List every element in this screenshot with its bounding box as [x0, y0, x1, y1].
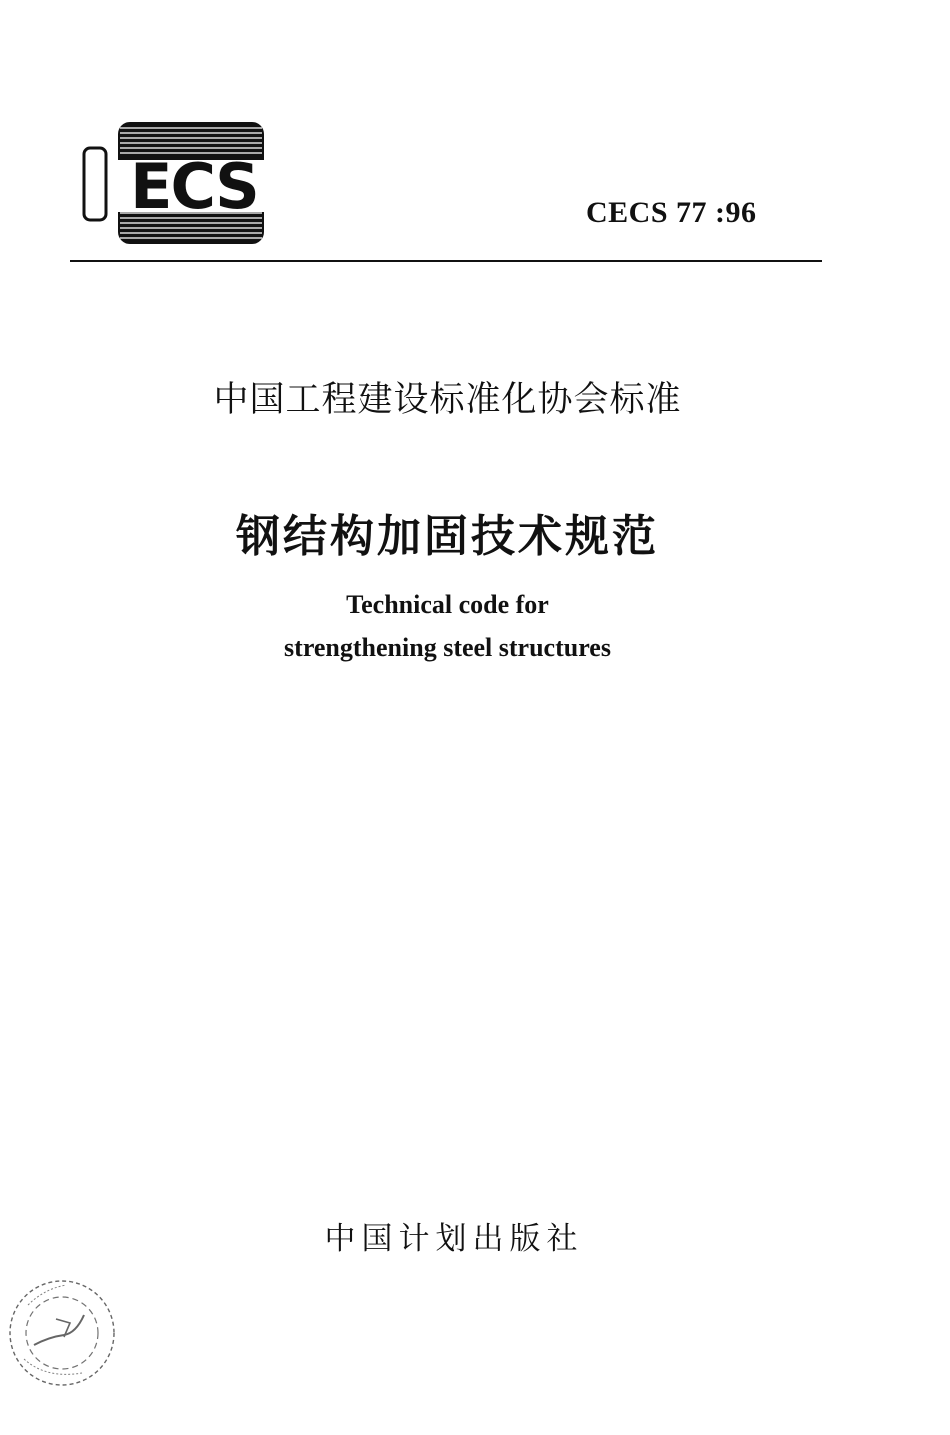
- ecs-logo: [82, 120, 287, 246]
- title-english-line-1: Technical code for: [346, 590, 549, 619]
- header-rule: [70, 260, 822, 262]
- document-title-chinese: 钢结构加固技术规范: [236, 511, 659, 562]
- publisher-name: 中国计划出版社: [324, 1221, 584, 1257]
- association-name: 中国工程建设标准化协会标准: [213, 380, 682, 420]
- logo-letters: ECS: [130, 150, 258, 223]
- document-title-english: [0, 583, 895, 669]
- standard-code: CECS 77 :96: [586, 196, 757, 229]
- title-english-line-2: strengthening steel structures: [284, 633, 611, 662]
- library-stamp: [4, 1275, 120, 1391]
